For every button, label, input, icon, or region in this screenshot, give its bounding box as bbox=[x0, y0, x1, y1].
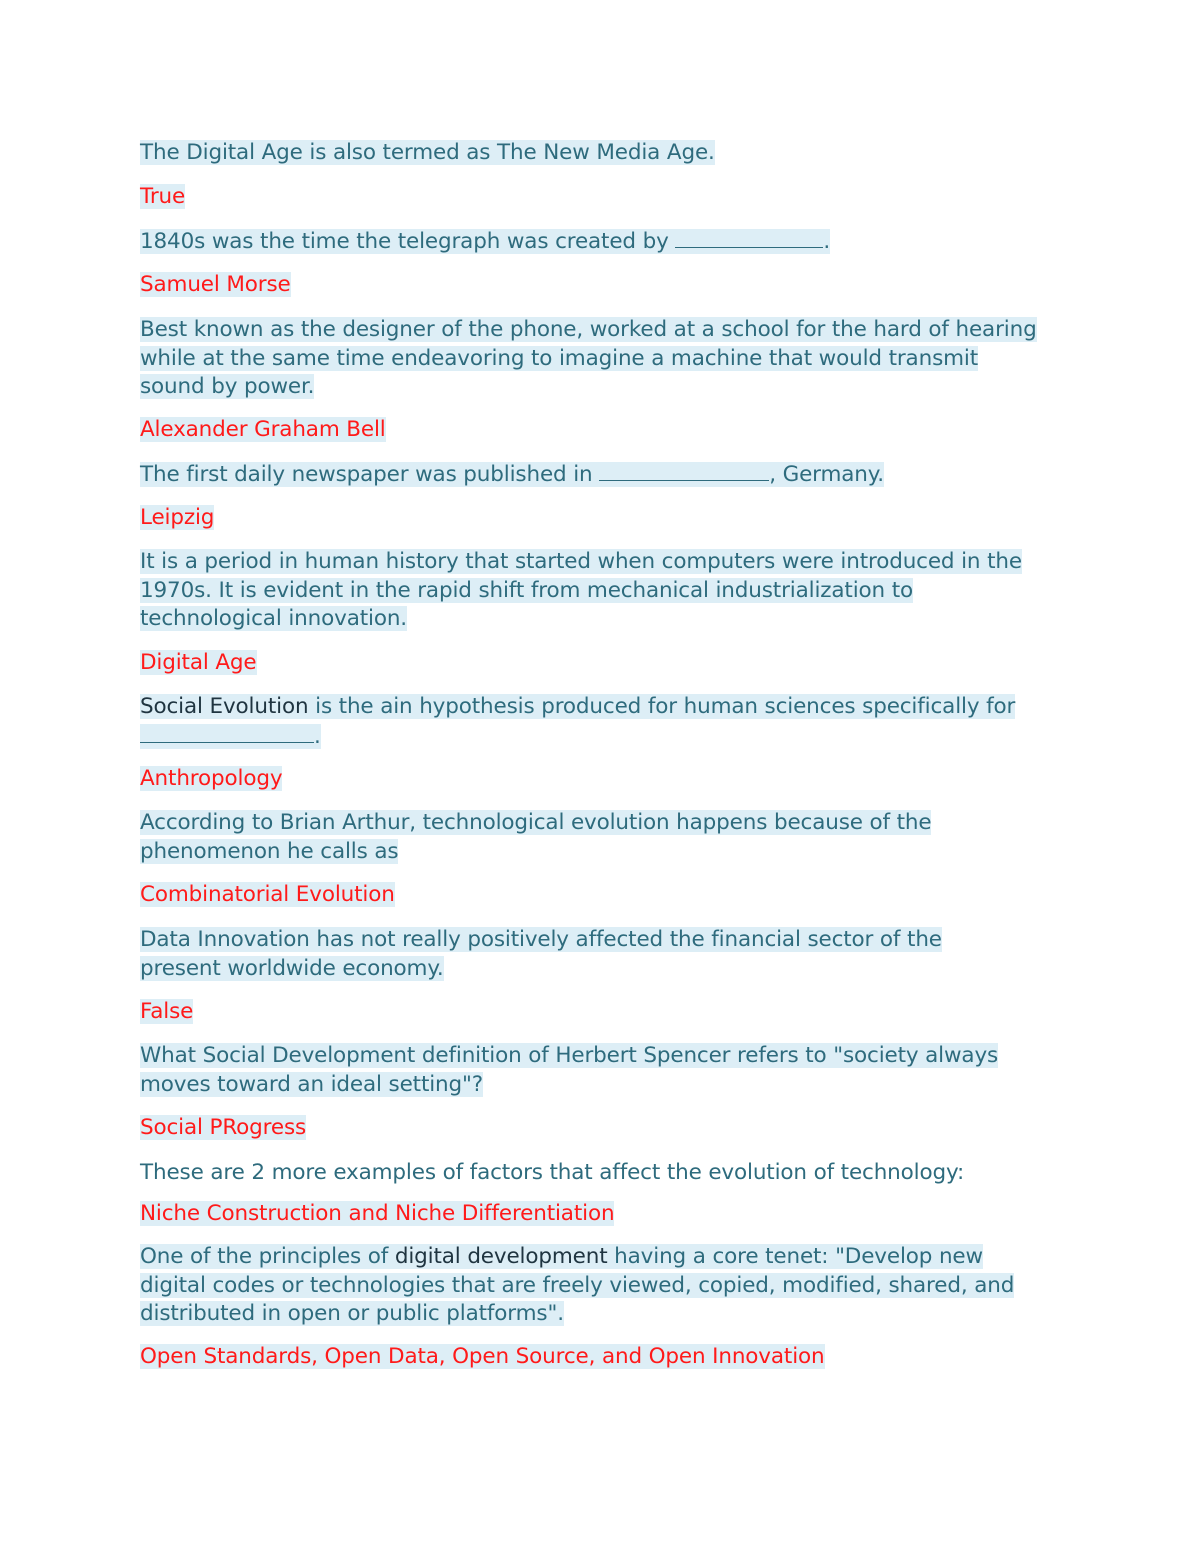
answer-10: Niche Construction and Niche Differentiation bbox=[140, 1201, 615, 1226]
answer-1: True bbox=[140, 184, 186, 209]
answer-3: Alexander Graham Bell bbox=[140, 417, 386, 442]
question-6: Social Evolution is the ain hypothesis produced for human sciences specifically for . bbox=[140, 694, 1016, 749]
answer-blank bbox=[675, 227, 823, 248]
question-3: Best known as the designer of the phone, worked at a school for the hard of hearing while at the same time endeavoring to imagine a machine that would transmit sound by power. bbox=[140, 317, 1037, 400]
answer-6: Anthropology bbox=[140, 766, 283, 791]
answer-9: Social PRogress bbox=[140, 1115, 307, 1140]
answer-blank bbox=[140, 722, 314, 743]
answer-4: Leipzig bbox=[140, 505, 215, 530]
answer-11: Open Standards, Open Data, Open Source, and Open Innovation bbox=[140, 1344, 825, 1369]
answer-5: Digital Age bbox=[140, 650, 257, 675]
answer-8: False bbox=[140, 999, 194, 1024]
question-5: It is a period in human history that started when computers were introduced in the 1970s. It is evident in the rapid shift from mechanical industrialization to technological innovation. bbox=[140, 549, 1022, 632]
question-4: The first daily newspaper was published in , Germany. bbox=[140, 462, 884, 487]
answer-2: Samuel Morse bbox=[140, 272, 291, 297]
question-10: These are 2 more examples of factors that affect the evolution of technology: bbox=[140, 1160, 965, 1185]
answer-7: Combinatorial Evolution bbox=[140, 882, 395, 907]
question-2: 1840s was the time the telegraph was created by . bbox=[140, 229, 831, 254]
question-7: According to Brian Arthur, technological evolution happens because of the phenomenon he calls as bbox=[140, 810, 932, 864]
question-9: What Social Development definition of Herbert Spencer refers to "society always moves toward an ideal setting"? bbox=[140, 1043, 999, 1097]
question-1: The Digital Age is also termed as The New Media Age. bbox=[140, 140, 715, 165]
question-8: Data Innovation has not really positively affected the financial sector of the present worldwide economy. bbox=[140, 927, 942, 981]
question-11: One of the principles of digital development having a core tenet: "Develop new digital codes or technologies that are freely viewed, copied, modified, shared, and distributed in open or public platforms". bbox=[140, 1244, 1015, 1327]
answer-blank bbox=[599, 460, 769, 481]
